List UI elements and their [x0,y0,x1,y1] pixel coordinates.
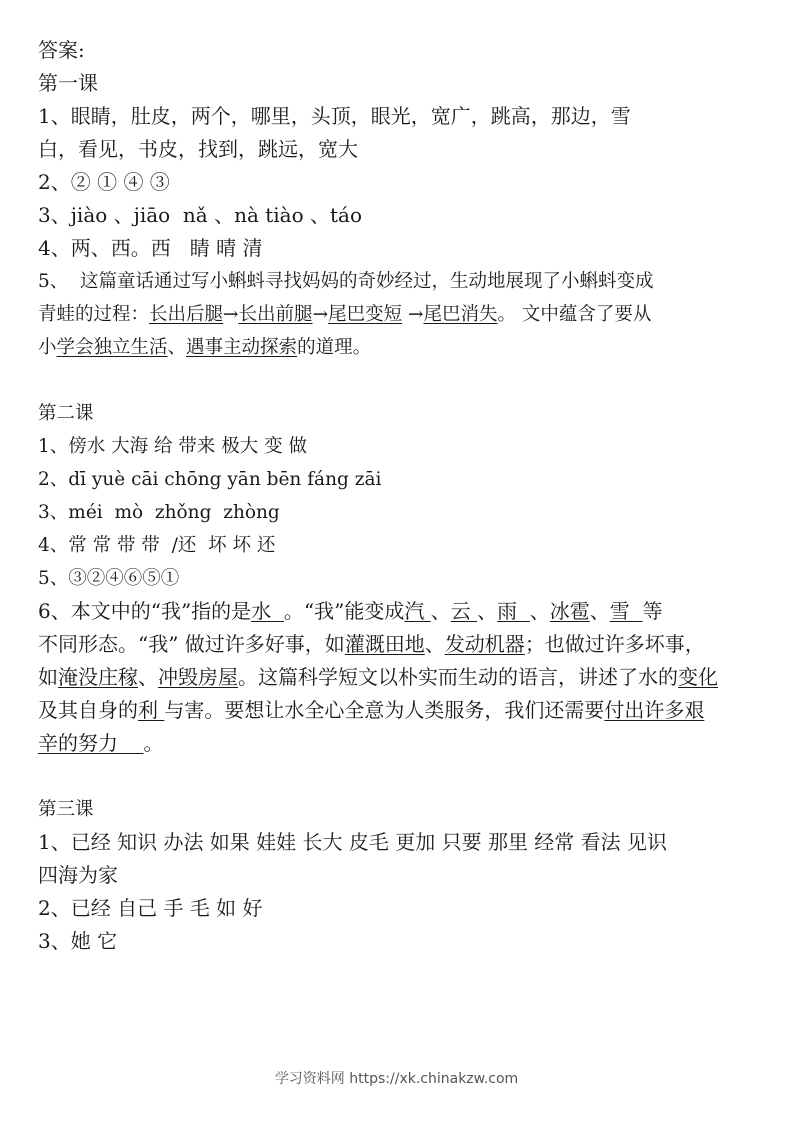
lesson1-q5-line3 [38,331,760,364]
underlined-answer: 雪 [609,599,643,623]
text-segment: 6、本文中的“我”指的是 [38,599,252,623]
answer-document [38,34,760,958]
text-segment: 及其自身的 [38,698,138,722]
text-segment: 、 [529,599,550,623]
lesson1-q3: 3、jiào 、jiāo nǎ 、nà tiào 、táo [38,203,363,227]
lesson1-heading: 第一课 [38,71,98,95]
lesson1-q5-line2 [38,298,760,331]
text-segment: 小 [38,337,57,358]
answers-title: 答案: [38,38,85,62]
text-segment: 。这篇科学短文以朴实而生动的语言，讲述了水的 [238,665,678,689]
lesson2-heading: 第二课 [38,403,94,424]
underlined-answer: 云 [450,599,478,623]
lesson2-q1: 1、傍水 大海 给 带来 极大 变 做 [38,436,308,457]
lesson3-q1-line1: 1、已经 知识 办法 如果 娃娃 长大 皮毛 更加 只要 那里 经常 看法 见识 [38,830,668,854]
text-segment: 、 [477,599,498,623]
lesson2-q6-line3 [38,661,760,694]
arrow-glyph: → [402,304,424,325]
lesson2-q6-line2 [38,628,760,661]
lesson1-q5-line1: 5、 这篇童话通过写小蝌蚪寻找妈妈的奇妙经过，生动地展现了小蝌蚪变成 [38,271,654,292]
underlined-answer: 长出后腿 [149,304,224,325]
underlined-answer: 雨 [497,599,530,623]
arrow-glyph: → [223,304,239,325]
underlined-answer: 利 [138,698,165,722]
underlined-answer: 汽 [404,599,431,623]
text-segment: 、 [430,599,451,623]
underlined-answer: 灌溉田地 [344,632,425,656]
underlined-answer: 尾巴变短 [328,304,403,325]
lesson2-q6-line5 [38,727,760,760]
text-segment: 、 [167,337,187,358]
underlined-answer: 辛的努力 [38,731,144,755]
text-segment: 等 [642,599,663,623]
spacer [38,364,760,397]
lesson1-q4: 4、两、西。西 睛 晴 清 [38,236,263,260]
arrow-glyph: → [312,304,329,325]
lesson1-q2: 2、② ① ④ ③ [38,170,170,194]
text-segment: 、 [424,632,445,656]
underlined-answer: 发动机器 [444,632,525,656]
text-segment: 。 [143,731,164,755]
underlined-answer: 淹没庄稼 [58,665,138,689]
underlined-answer: 遇事主动探索 [186,337,298,358]
lesson3-q1-line2: 四海为家 [38,863,118,887]
underlined-answer: 尾巴消失 [423,304,498,325]
footer-watermark: 学习资料网 https://xk.chinakzw.com [274,1071,519,1087]
text-segment: 、 [138,665,158,689]
lesson2-q5: 5、③②④⑥⑤① [38,568,180,589]
underlined-answer: 学会独立生活 [56,337,168,358]
lesson1-q1-line1: 1、眼睛，肚皮，两个，哪里，头顶，眼光，宽广，跳高，那边，雪 [38,104,631,128]
text-segment: 的道理。 [297,337,372,358]
text-segment: 青蛙的过程： [38,304,150,325]
lesson3-q2: 2、已经 自己 手 毛 如 好 [38,896,263,920]
lesson2-q4: 4、常 常 带 带 /还 坏 坏 还 [38,535,276,556]
spacer [38,760,760,793]
text-segment: 。 文中蕴含了要从 [497,304,652,325]
underlined-answer: 付出许多艰 [604,698,705,722]
lesson3-heading: 第三课 [38,799,94,820]
lesson1-q1-line2: 白，看见，书皮，找到，跳远，宽大 [38,137,358,161]
lesson2-q6-line1 [38,595,760,628]
underlined-answer: 冰雹 [549,599,590,623]
underlined-answer: 冲毁房屋 [158,665,238,689]
lesson2-q3: 3、méi mò zhǒng zhòng [38,502,280,523]
text-segment: 与害。要想让水全心全意为人类服务，我们还需要 [164,698,605,722]
underlined-answer: 水 [251,599,284,623]
underlined-answer: 变化 [678,665,718,689]
text-segment: 、 [589,599,610,623]
lesson2-q6-line4 [38,694,760,727]
lesson2-q2: 2、dī yuè cāi chōng yān bēn fáng zāi [38,469,382,490]
text-segment: 。“我”能变成 [283,599,405,623]
text-segment: 不同形态。“我” 做过许多好事，如 [38,632,345,656]
text-segment: ；也做过许多坏事， [524,632,705,656]
text-segment: 如 [38,665,58,689]
underlined-answer: 长出前腿 [238,304,313,325]
lesson3-q3: 3、她 它 [38,929,118,953]
